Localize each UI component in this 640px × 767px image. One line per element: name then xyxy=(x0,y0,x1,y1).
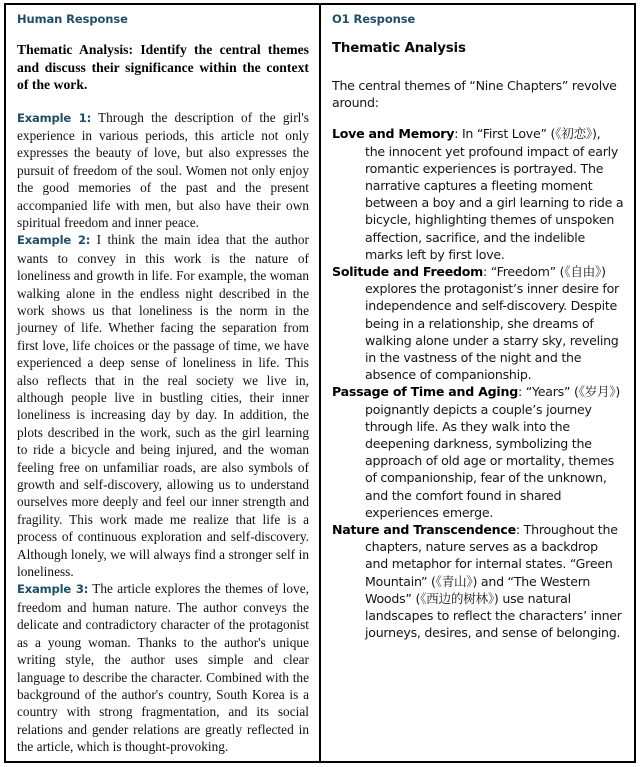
example-2-text: I think the main idea that the author wants to convey in this work is the nature of loneliness and growth in life. For example, the woman walking alone in the endless night described in the work shows us that loneliness is the norm in the journey of life. Whether facing the separation from first love, life choices or the passage of time, we have experienced a deep sense of loneliness in life. This also reflects that in the real society we live in, although people live in bustling cities, their inner loneliness is increasing day by day. In addition, the plots described in the work, such as the girl learning to ride a bicycle and being injured, and the woman feeling free on unfamiliar roads, are also symbols of growth and self-discovery, allowing us to understand ourselves more deeply and feel our inner strength and fragility. This work made me realize that life is a process of continuous exploration and self-discovery. Although lonely, we will always find a stronger self in loneliness. xyxy=(17,232,309,580)
o1-intro-text: The central themes of “Nine Chapters” revolve around: xyxy=(332,78,617,111)
example-3-paragraph xyxy=(17,580,309,755)
task-prompt-title: Thematic Analysis: Identify the central themes and discuss their significance within the context of the work. xyxy=(17,42,309,92)
theme-description: : “Freedom” (《自由》) explores the protagonist’s inner desire for independence and self-discovery. Despite being in a relationship, she dreams of walking alone under a starry sky, reveling in the vastness of the night and the absence of companionship. xyxy=(365,264,619,383)
o1-response-cell xyxy=(321,5,634,761)
theme-description: : In “First Love” (《初恋》), the innocent yet profound impact of early romantic experiences is portrayed. The narrative captures a fleeting moment between a boy and a girl learning to ride a bicycle, highlighting themes of unspoken affection, sacrifice, and the indelible marks left by first love. xyxy=(365,126,624,262)
example-2-label: Example 2: xyxy=(17,233,91,248)
human-response-header: Human Response xyxy=(17,12,128,26)
theme-term: Solitude and Freedom xyxy=(332,264,484,280)
example-1-text: Through the description of the girl's experience in various periods, this article not only expresses the beauty of love, but also expresses the pursuit of freedom of the soul. Women not only enjoy the good memories of the past and the present accompanied life with men, but also have their own spiritual freedom and inner peace. xyxy=(17,109,309,230)
theme-item xyxy=(332,521,624,641)
theme-term: Love and Memory xyxy=(332,126,455,142)
theme-description: : Throughout the chapters, nature serves as a backdrop and metaphor for internal states. “Green Mountain” (《青山》) and “The Western Woods” (《西边的树林》) use natural landscapes to reflect the characters’ inner journeys, desires, and sense of belonging. xyxy=(365,522,622,641)
two-column-table xyxy=(4,3,636,763)
human-examples-body xyxy=(17,109,309,756)
human-response-cell xyxy=(6,5,321,761)
o1-theme-list xyxy=(332,125,624,641)
theme-term: Passage of Time and Aging xyxy=(332,384,518,400)
o1-section-title: Thematic Analysis xyxy=(332,41,466,56)
theme-item xyxy=(332,125,624,263)
example-3-text: The article explores the themes of love, freedom and human nature. The author conveys the delicate and contradictory character of the protagonist as a young woman. Thanks to the author's unique writing style, the author uses simple and clear language to describe the character. Combined with the background of the author's country, South Korea is a country with strong fragmentation, and its social relations and gender relations are greatly reflected in the article, which is thought-provoking. xyxy=(17,581,309,755)
example-2-paragraph xyxy=(17,231,309,580)
example-3-label: Example 3: xyxy=(17,582,89,597)
theme-item xyxy=(332,263,624,383)
example-1-label: Example 1: xyxy=(17,110,92,125)
theme-term: Nature and Transcendence xyxy=(332,522,516,538)
o1-response-header: O1 Response xyxy=(332,12,416,26)
example-1-paragraph xyxy=(17,109,309,232)
theme-description: : “Years” (《岁月》) poignantly depicts a couple’s journey through life. As they walk into the deepening darkness, symbolizing the approach of old age or mortality, themes of companionship, fear of the unknown, and the comfort found in shared experiences emerge. xyxy=(365,384,621,520)
theme-item xyxy=(332,383,624,521)
